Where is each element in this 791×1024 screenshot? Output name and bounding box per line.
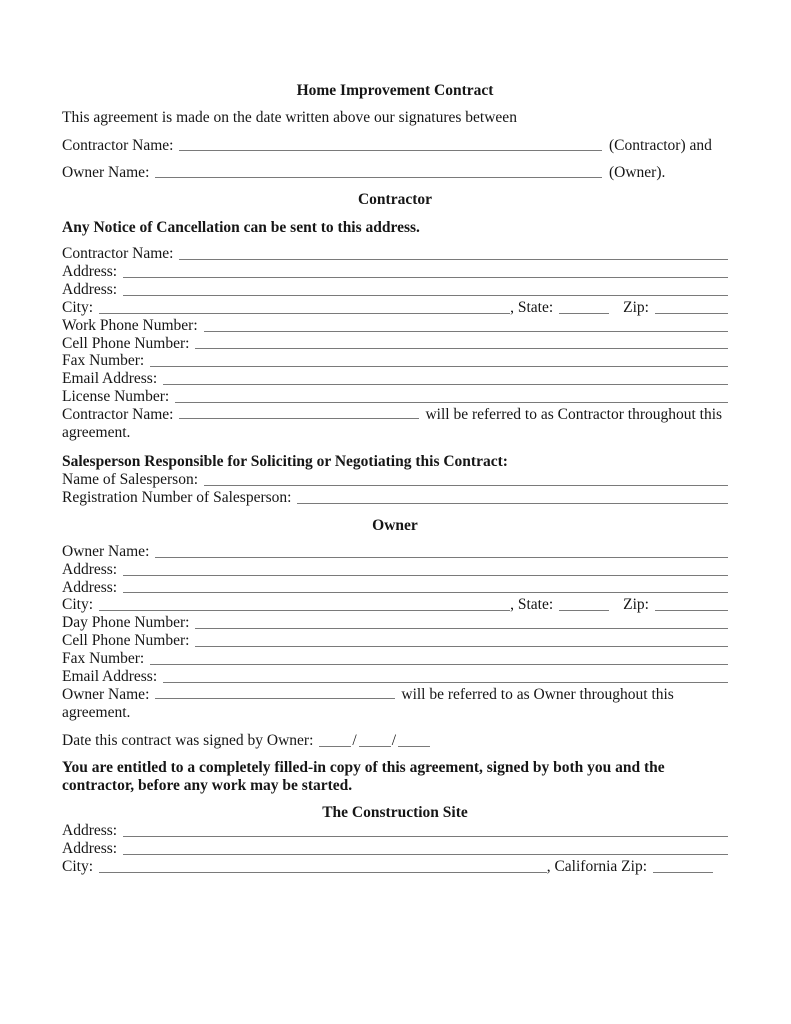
- field-label: Email Address:: [62, 668, 158, 686]
- field-label: Address:: [62, 262, 118, 280]
- contractor-city-line[interactable]: [99, 313, 510, 314]
- table-row: [62, 263, 728, 281]
- owner-name-line[interactable]: [155, 557, 728, 558]
- field-label: Fax Number:: [62, 650, 145, 668]
- owner-signed-date-row: [62, 732, 728, 750]
- table-row: [62, 388, 728, 406]
- date-day-line[interactable]: [359, 746, 391, 747]
- owner-email-line[interactable]: [163, 682, 728, 683]
- table-row: [62, 561, 728, 579]
- intro-sentence: This agreement is made on the date written above our signatures between: [62, 109, 517, 126]
- owner-referred-suffix: will be referred to as Owner throughout this agreement.: [62, 685, 674, 721]
- state-label: , State:: [510, 596, 554, 614]
- field-label: Contractor Name:: [62, 406, 174, 424]
- contractor-party-suffix: (Contractor) and: [609, 137, 712, 154]
- site-city-line[interactable]: [99, 872, 547, 873]
- contractor-name-line[interactable]: [179, 259, 728, 260]
- site-zip-line[interactable]: [653, 872, 713, 873]
- contractor-section-heading: Contractor: [357, 191, 433, 208]
- owner-city-state-zip-row: [62, 596, 728, 614]
- owner-party-suffix: (Owner).: [609, 164, 666, 181]
- table-row: [62, 317, 728, 335]
- site-address2-line[interactable]: [123, 854, 728, 855]
- city-label: City:: [62, 596, 94, 614]
- contractor-email-line[interactable]: [163, 384, 728, 385]
- field-label: Registration Number of Salesperson:: [62, 488, 292, 506]
- date-separator: /: [391, 731, 397, 749]
- date-month-line[interactable]: [319, 746, 351, 747]
- field-label: Cell Phone Number:: [62, 334, 190, 352]
- field-label: Fax Number:: [62, 352, 145, 370]
- owner-party-row: [62, 165, 728, 181]
- field-label: Day Phone Number:: [62, 614, 190, 632]
- field-label: Owner Name:: [62, 542, 150, 560]
- field-label: Work Phone Number:: [62, 316, 198, 334]
- table-row: [62, 335, 728, 353]
- table-row: [62, 668, 728, 686]
- contractor-address2-line[interactable]: [123, 295, 728, 296]
- contractor-license-line[interactable]: [175, 402, 728, 403]
- owner-zip-line[interactable]: [655, 610, 728, 611]
- contractor-referred-suffix: will be referred to as Contractor throughout this agreement.: [62, 406, 723, 442]
- city-label: City:: [62, 858, 94, 876]
- field-label: Email Address:: [62, 370, 158, 388]
- contractor-party-label: Contractor Name:: [62, 137, 174, 154]
- site-address1-line[interactable]: [123, 836, 728, 837]
- owner-day-phone-line[interactable]: [195, 628, 728, 629]
- contractor-cell-phone-line[interactable]: [195, 348, 728, 349]
- field-label: Cell Phone Number:: [62, 632, 190, 650]
- table-row: [62, 614, 728, 632]
- table-row: [62, 632, 728, 650]
- owner-referred-clause: [62, 686, 728, 722]
- construction-site-heading: The Construction Site: [322, 804, 468, 822]
- contractor-fax-line[interactable]: [150, 366, 728, 367]
- contractor-party-row: [62, 138, 728, 154]
- zip-label: Zip:: [623, 596, 649, 614]
- contractor-address1-line[interactable]: [123, 277, 728, 278]
- table-row: [62, 471, 728, 489]
- table-row: [62, 489, 728, 507]
- contractor-state-line[interactable]: [559, 313, 609, 314]
- table-row: [62, 650, 728, 668]
- owner-state-line[interactable]: [559, 610, 609, 611]
- field-label: Name of Salesperson:: [62, 470, 199, 488]
- table-row: [62, 352, 728, 370]
- city-label: City:: [62, 298, 94, 316]
- owner-city-line[interactable]: [99, 610, 510, 611]
- salesperson-section-heading: Salesperson Responsible for Soliciting or Negotiating this Contract:: [62, 452, 508, 470]
- date-signed-label: Date this contract was signed by Owner:: [62, 731, 314, 749]
- field-label: License Number:: [62, 388, 170, 406]
- field-label: Address:: [62, 822, 118, 840]
- field-label: Contractor Name:: [62, 245, 174, 262]
- owner-address1-line[interactable]: [123, 575, 728, 576]
- owner-section-heading: Owner: [372, 516, 418, 534]
- page-title: Home Improvement Contract: [296, 82, 494, 99]
- table-row: [62, 579, 728, 597]
- date-separator: /: [352, 731, 357, 749]
- contractor-party-name-line[interactable]: [179, 150, 602, 151]
- table-row: [62, 281, 728, 299]
- site-city-zip-row: [62, 858, 728, 876]
- construction-site-fields: [62, 822, 728, 876]
- contractor-referred-name-line[interactable]: [179, 406, 419, 419]
- california-zip-label: , California Zip:: [546, 858, 647, 876]
- contractor-zip-line[interactable]: [655, 313, 728, 314]
- filled-copy-notice: You are entitled to a completely filled-in copy of this agreement, signed by both you and the contractor, before any work may be started.: [62, 758, 665, 794]
- salesperson-registration-line[interactable]: [297, 503, 728, 504]
- table-row: [62, 370, 728, 388]
- state-label: , State:: [510, 298, 554, 316]
- owner-party-name-line[interactable]: [155, 177, 602, 178]
- owner-fax-line[interactable]: [150, 664, 728, 665]
- zip-label: Zip:: [623, 298, 649, 316]
- table-row: [62, 543, 728, 561]
- contractor-work-phone-line[interactable]: [204, 331, 728, 332]
- owner-cell-phone-line[interactable]: [195, 646, 728, 647]
- owner-party-label: Owner Name:: [62, 164, 150, 181]
- date-year-line[interactable]: [398, 746, 430, 747]
- owner-fields: [62, 543, 728, 722]
- field-label: Owner Name:: [62, 685, 150, 703]
- table-row: [62, 822, 728, 840]
- table-row: [62, 840, 728, 858]
- contractor-city-state-zip-row: [62, 299, 728, 317]
- contractor-referred-clause: [62, 406, 728, 442]
- table-row: [62, 245, 728, 263]
- field-label: Address:: [62, 280, 118, 298]
- field-label: Address:: [62, 578, 118, 596]
- salesperson-name-line[interactable]: [204, 485, 728, 486]
- cancellation-notice: Any Notice of Cancellation can be sent to this address.: [62, 219, 420, 236]
- owner-referred-name-line[interactable]: [155, 686, 395, 699]
- field-label: Address:: [62, 840, 118, 858]
- field-label: Address:: [62, 560, 118, 578]
- contractor-fields: [62, 245, 728, 442]
- owner-address2-line[interactable]: [123, 592, 728, 593]
